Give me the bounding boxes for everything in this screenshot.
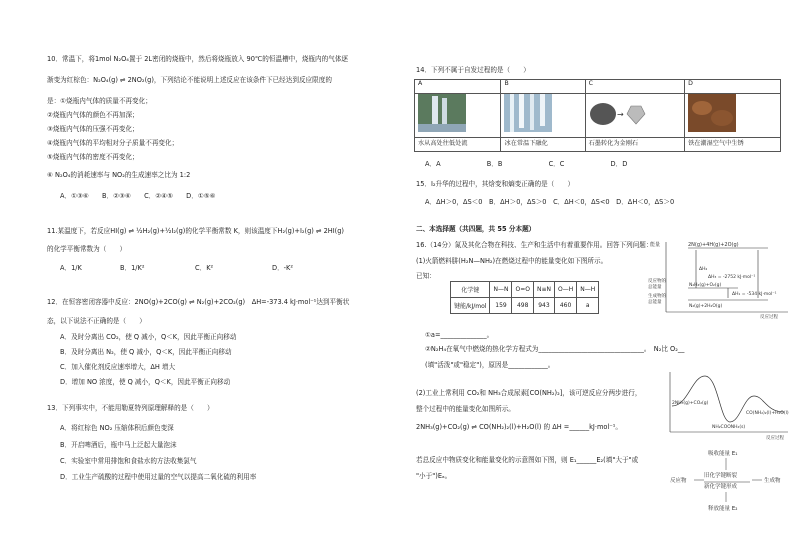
q14-image-c-cell <box>585 94 684 138</box>
bond-row-2: 498 <box>512 298 533 314</box>
q14-image-b-cell <box>501 94 585 138</box>
q14-head-b: B <box>501 80 585 94</box>
q10-stmt5: ⑤烧瓶内气体的密度不再变化； <box>47 153 139 161</box>
q14-head-a: A <box>415 80 501 94</box>
q10-stmt4: ④烧瓶内气体的平均相对分子质量不再变化； <box>47 139 179 147</box>
diagram2-label2: NH₂COONH₄(s) <box>712 425 746 430</box>
q12-option-c: C．加入催化剂反应速率增大，ΔH 增大 <box>60 363 176 371</box>
diagram1-dh1: ΔH₁ = -534 kJ·mol⁻¹ <box>732 292 777 297</box>
bond-row-4: 460 <box>554 298 576 314</box>
q13-option-a: A．将红棕色 NO₂ 压缩体积后颜色变深 <box>60 424 174 432</box>
q14-caption-d: 铁在潮湿空气中生锈 <box>685 138 781 152</box>
rusted-iron-image <box>688 94 736 132</box>
q15-options: A．ΔH＞0，ΔS＜0 B．ΔH＞0，ΔS＞0 C．ΔH＜0，ΔS<0 D．ΔH＜0，ΔS＞0 <box>425 198 675 206</box>
q16-part3-line1: 若总反应中物质变化和能量变化的示意图如下图，则 E₁______E₂(填"大于"或 <box>416 456 639 464</box>
q16-part2-line2: 整个过程中的能量变化如图所示。 <box>416 405 515 413</box>
q12-line1: 12．在恒容密闭容器中反应：2NO(g)+2CO(g) ⇌ N₂(g)+2CO₂(g) ΔH=-373.4 kJ·mol⁻¹达到平衡状 <box>47 298 350 306</box>
q13-option-c: C．实验室中常用排饱和食盐水的方法收集氯气 <box>60 457 197 465</box>
energy-diagram-urea <box>660 370 790 440</box>
graphite-diamond-image <box>589 94 647 132</box>
diagram2-label1: 2NH₃(g)+CO₂(g) <box>672 401 709 406</box>
diagram2-xlabel: 反应过程 <box>766 436 784 440</box>
q10-stmt6: ⑥ N₂O₄的消耗速率与 NO₂的生成速率之比为 1:2 <box>47 171 191 179</box>
bond-row-1: 159 <box>490 298 512 314</box>
q11-option-a: A．1/K <box>60 264 82 272</box>
q10-stmt2: ②烧瓶内气体的颜色不再加深； <box>47 111 139 119</box>
scheme-absorb-label: 吸收能量 E₁ <box>708 451 738 457</box>
q14-caption-b: 冰在常温下融化 <box>501 138 585 152</box>
q16-intro: 16.（14分）氮及其化合物在科技、生产和生活中有着重要作用。回答下列问题： <box>416 241 653 249</box>
scheme-reactant-label: 反应物 <box>670 478 687 484</box>
q16-blank2a: ②N₂H₄在氧气中燃烧的热化学方程式为________________________________。 N₂比 O₂__ <box>425 345 685 353</box>
q16-part1: (1)火箭燃料肼(H₂N—NH₂)在燃烧过程中的能量变化如下图所示。 <box>416 257 608 265</box>
diagram1-reactant-label2: 总能量 <box>648 285 662 290</box>
diagram1-xlabel: 反应过程 <box>760 315 778 320</box>
diagram1-dh3: ΔH₃ = -2752 kJ·mol⁻¹ <box>708 275 756 280</box>
q10-stmt3: ③烧瓶内气体的压强不再变化； <box>47 125 139 133</box>
scheme-form-label: 新化学键形成 <box>704 484 738 490</box>
diagram1-product-label2: 总能量 <box>648 300 662 305</box>
q12-option-d: D．增加 NO 浓度，使 Q 减小，Q＜K，因此平衡正向移动 <box>60 378 231 386</box>
diagram1-ylabel: 能量 <box>650 242 661 248</box>
q16-blank1: ①a=______________。 <box>425 331 494 339</box>
section-heading: 二、本选择题（共四题，共 55 分本题） <box>416 225 536 233</box>
q15-title: 15．I₂升华的过程中，其焓变和熵变正确的是（ ） <box>416 180 575 188</box>
bond-row-5: a <box>577 298 599 314</box>
q13-line1: 13．下列事实中，不能用勒夏特列原理解释的是（ ） <box>47 404 214 412</box>
svg-text:→: → <box>616 110 624 119</box>
bond-head-2: O=O <box>512 282 533 298</box>
q12-option-a: A．及时分离出 CO₂，使 Q 减小，Q＜K，因此平衡正向移动 <box>60 333 237 341</box>
scheme-release-label: 释放能量 E₂ <box>708 506 738 512</box>
q11-line1: 11.某温度下，若反应HI(g) ⇌ ½H₂(g)+½I₂(g)的化学平衡常数 K，则该温度下H₂(g)+I₂(g) ⇌ 2HI(g) <box>47 227 345 235</box>
q16-blank2b: (填"活泼"或"稳定")，原因是____________。 <box>425 361 555 369</box>
bond-row-0: 键能/kJ/mol <box>451 298 490 314</box>
bond-head-1: N—N <box>490 282 512 298</box>
q14-caption-a: 水从高处往低处流 <box>415 138 501 152</box>
q14-caption-c: 石墨转化为金刚石 <box>585 138 684 152</box>
q11-option-d: D．-K² <box>272 264 294 272</box>
q10-line3: 是：①烧瓶内气体的质量不再变化； <box>47 97 152 105</box>
q13-option-d: D．工业生产硫酸的过程中使用过量的空气以提高二氧化硫的利用率 <box>60 473 257 481</box>
diagram2-label3: CO(NH₂)₂(l)+H₂O(l) <box>746 411 789 416</box>
bond-head-4: O—H <box>554 282 576 298</box>
q14-image-a-cell <box>415 94 501 138</box>
q16-part3-line2: "小于")Eₐ。 <box>416 472 452 480</box>
bond-energy-table <box>450 281 599 314</box>
melting-ice-image <box>504 94 552 132</box>
q14-options: A．A B．B C．C D．D <box>425 160 628 168</box>
q11-line2: 的化学平衡常数为（ ） <box>47 245 127 253</box>
q14-options-table <box>414 79 781 152</box>
bond-head-0: 化学键 <box>451 282 490 298</box>
scheme-product-label: 生成物 <box>764 478 781 484</box>
q14-image-d-cell <box>685 94 781 138</box>
diagram1-products: N₂(g)+2H₂O(g) <box>689 304 723 309</box>
q11-option-c: C．K² <box>195 264 214 272</box>
bond-energy-scheme <box>668 448 790 514</box>
q16-known: 已知： <box>416 272 436 280</box>
q10-line1: 10．常温下，将1mol N₂O₄置于 2L密闭的烧瓶中，然后将烧瓶放入 90℃的恒温槽中，烧瓶内的气体逐 <box>47 55 349 63</box>
diagram1-reactants: N₂H₄(g)+O₂(g) <box>689 283 722 288</box>
q10-options: A．①③⑥ B．②③⑥ C．②④⑤ D．①⑤⑥ <box>60 192 216 200</box>
diagram1-product-label1: 生成物的 <box>648 294 666 299</box>
q16-part2-line3: 2NH₃(g)+CO₂(g) ⇌ CO(NH₂)₂(l)+H₂O(l) 的 ΔH =______kJ·mol⁻¹。 <box>416 423 622 431</box>
q14-head-d: D <box>685 80 781 94</box>
q14-head-c: C <box>585 80 684 94</box>
bond-head-5: N—H <box>577 282 599 298</box>
q14-title: 14．下列不属于自发过程的是（ ） <box>416 66 530 74</box>
q10-line2: 渐变为红棕色：N₂O₄(g) ⇌ 2NO₂(g)，下列结论不能说明上述反应在该条件下已经达到反应限度的 <box>47 76 332 84</box>
q11-option-b: B．1/K² <box>120 264 145 272</box>
scheme-break-label: 旧化学键断裂 <box>704 473 738 479</box>
q13-option-b: B．开启啤酒后，瓶中马上泛起大量泡沫 <box>60 441 177 449</box>
q12-line2: 态，以下说法不正确的是（ ） <box>47 317 146 325</box>
waterfall-image <box>418 94 466 132</box>
diagram1-top-label: 2N(g)+4H(g)+2O(g) <box>688 242 739 248</box>
diagram1-reactant-label1: 反应物的 <box>648 279 666 284</box>
q12-option-b: B．及时分离出 N₂，使 Q 减小，Q＜K，因此平衡正向移动 <box>60 348 232 356</box>
bond-head-3: N≡N <box>533 282 554 298</box>
q16-part2-line1: (2)工业上常利用 CO₂和 NH₃合成尿素[CO(NH₂)₂]，该可逆反应分两步进行， <box>416 389 642 397</box>
diagram1-dh2: ΔH₂ <box>699 267 708 272</box>
bond-row-3: 943 <box>533 298 554 314</box>
energy-diagram-hydrazine <box>648 238 790 320</box>
